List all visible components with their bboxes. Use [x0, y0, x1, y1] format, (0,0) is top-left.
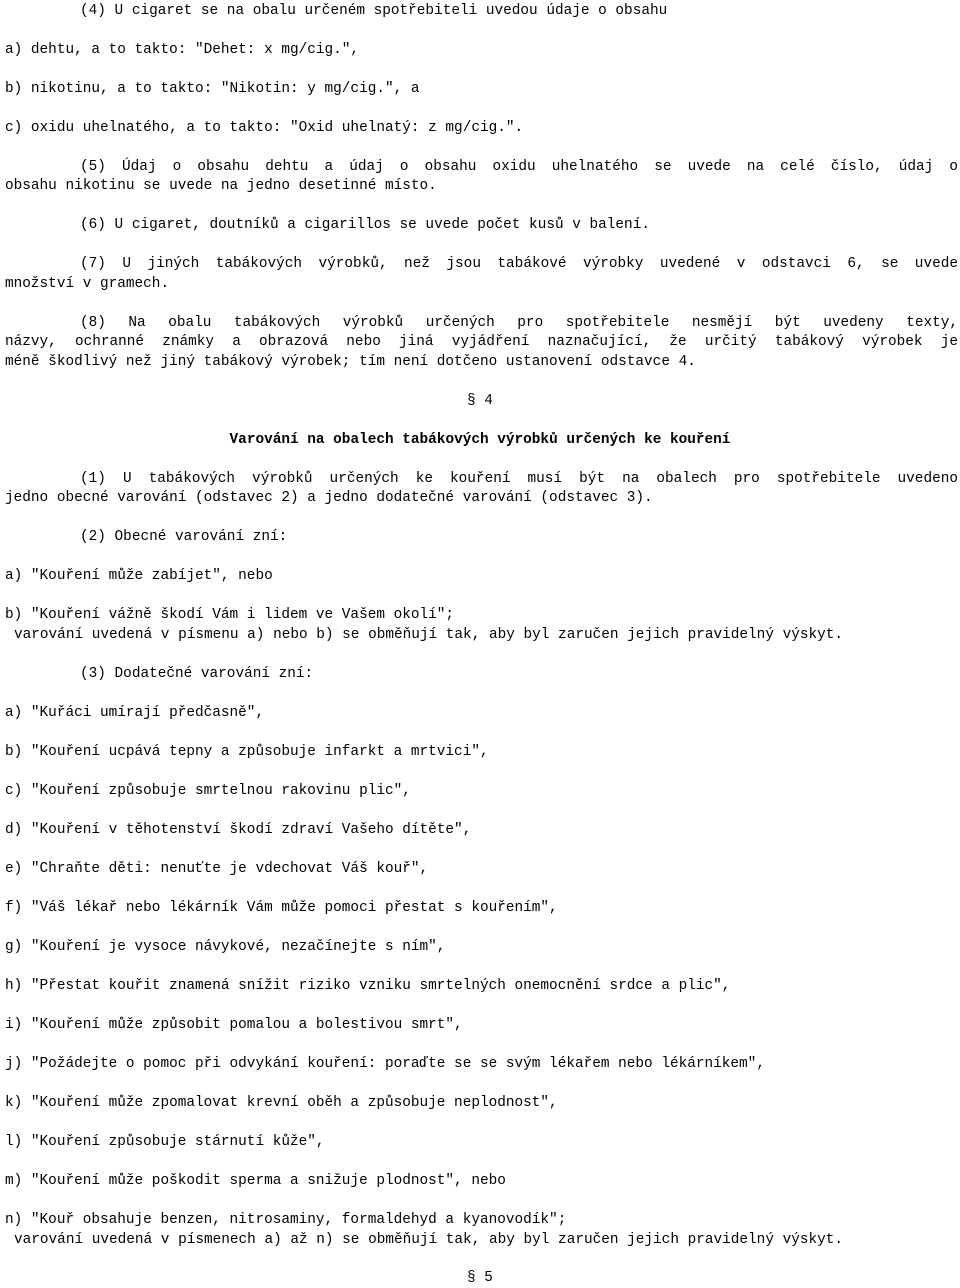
paragraph-8-line-1: (8) Na obalu tabákových výrobků určených pro spotřebitele nesmějí být uvedeny texty, [80, 315, 958, 331]
additional-warning-item: b) "Kouření ucpává tepny a způsobuje infarkt a mrtvici", [5, 744, 489, 760]
additional-warning-item: g) "Kouření je vysoce návykové, nezačínejte s ním", [5, 939, 446, 955]
paragraph-6: (6) U cigaret, doutníků a cigarillos se uvede počet kusů v balení. [80, 217, 650, 233]
additional-warning-item: m) "Kouření může poškodit sperma a snižuje plodnost", nebo [5, 1173, 506, 1189]
general-warning-note: varování uvedená v písmenu a) nebo b) se obměňují tak, aby byl zaručen jejich pravidelný výskyt. [14, 627, 844, 643]
additional-warning-item: n) "Kouř obsahuje benzen, nitrosaminy, formaldehyd a kyanovodík"; [5, 1212, 567, 1228]
paragraph-4-item-a: a) dehtu, a to takto: "Dehet: x mg/cig.", [5, 42, 360, 58]
additional-warning-item: k) "Kouření může zpomalovat krevní oběh a způsobuje neplodnost", [5, 1095, 558, 1111]
additional-warning-item: e) "Chraňte děti: nenuťte je vdechovat Váš kouř", [5, 861, 429, 877]
paragraph-7-line-2: množství v gramech. [5, 276, 170, 292]
section-5-heading: § 5 [467, 1270, 493, 1286]
general-warning-item-a: a) "Kouření může zabíjet", nebo [5, 568, 273, 584]
general-warning-item-b: b) "Kouření vážně škodí Vám i lidem ve Vašem okolí"; [5, 607, 455, 623]
additional-warning-item: j) "Požádejte o pomoc při odvykání kouření: poraďte se se svým lékařem nebo lékárníkem", [5, 1056, 765, 1072]
paragraph-8-line-2: názvy, ochranné známky a obrazová nebo jiná vyjádření naznačující, že určitý tabákový výrobek je [5, 334, 958, 350]
section-4-title: Varování na obalech tabákových výrobků určených ke kouření [229, 432, 731, 448]
section-4-paragraph-1-line-1: (1) U tabákových výrobků určených ke kouření musí být na obalech pro spotřebitele uvedeno [80, 471, 958, 487]
paragraph-5-line-1: (5) Údaj o obsahu dehtu a údaj o obsahu oxidu uhelnatého se uvede na celé číslo, údaj o [80, 159, 958, 175]
additional-warning-item: i) "Kouření může způsobit pomalou a bolestivou smrt", [5, 1017, 463, 1033]
section-4-paragraph-2-intro: (2) Obecné varování zní: [80, 529, 288, 545]
paragraph-5-line-2: obsahu nikotinu se uvede na jedno desetinné místo. [5, 178, 437, 194]
paragraph-7-line-1: (7) U jiných tabákových výrobků, než jsou tabákové výrobky uvedené v odstavci 6, se uvede [80, 256, 958, 272]
additional-warning-item: c) "Kouření způsobuje smrtelnou rakovinu plic", [5, 783, 411, 799]
additional-warning-item: a) "Kuřáci umírají předčasně", [5, 705, 265, 721]
paragraph-4-item-c: c) oxidu uhelnatého, a to takto: "Oxid uhelnatý: z mg/cig.". [5, 120, 524, 136]
section-4-paragraph-3-intro: (3) Dodatečné varování zní: [80, 666, 314, 682]
additional-warning-item: l) "Kouření způsobuje stárnutí kůže", [5, 1134, 325, 1150]
section-4-paragraph-1-line-2: jedno obecné varování (odstavec 2) a jedno dodatečné varování (odstavec 3). [5, 490, 653, 506]
additional-warning-item: h) "Přestat kouřit znamená snížit riziko vzniku smrtelných onemocnění srdce a plic", [5, 978, 731, 994]
section-4-heading: § 4 [467, 393, 493, 409]
paragraph-8-line-3: méně škodlivý než jiný tabákový výrobek; tím není dotčeno ustanovení odstavce 4. [5, 354, 696, 370]
additional-warning-item: d) "Kouření v těhotenství škodí zdraví Vašeho dítěte", [5, 822, 472, 838]
paragraph-4-intro: (4) U cigaret se na obalu určeném spotřebiteli uvedou údaje o obsahu [80, 3, 668, 19]
additional-warning-note: varování uvedená v písmenech a) až n) se obměňují tak, aby byl zaručen jejich pravidelný výskyt. [14, 1232, 844, 1248]
additional-warning-item: f) "Váš lékař nebo lékárník Vám může pomoci přestat s kouřením", [5, 900, 558, 916]
paragraph-4-item-b: b) nikotinu, a to takto: "Nikotin: y mg/cig.", a [5, 81, 420, 97]
